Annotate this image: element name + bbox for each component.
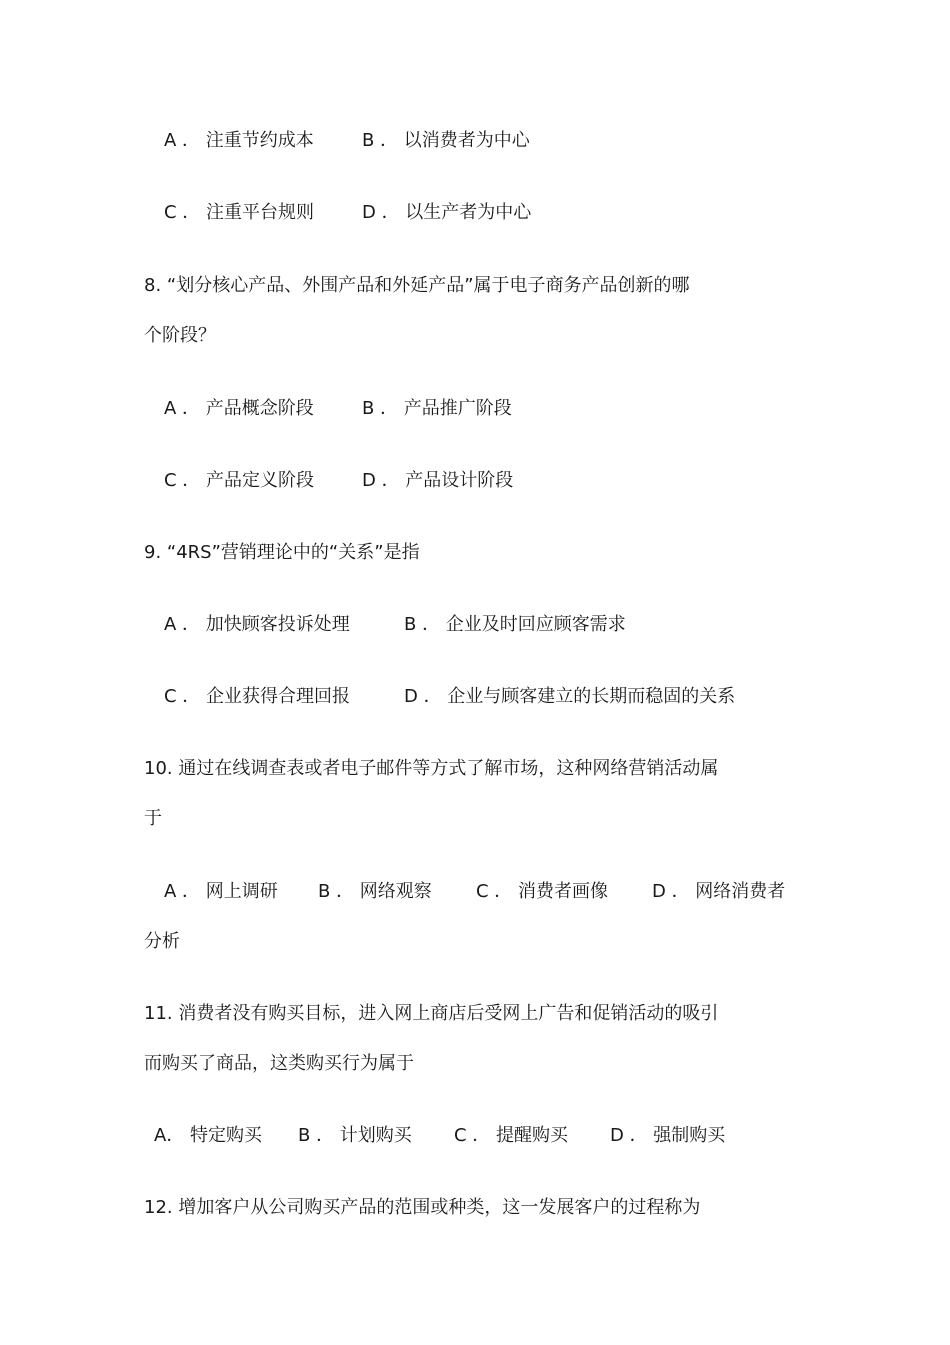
q9-question: 9. “4RS”营销理论中的“关系”是指: [144, 542, 420, 563]
q9-option-d: D ． 企业与顾客建立的长期而稳固的关系: [404, 686, 736, 707]
q8-option-c: C ． 产品定义阶段: [164, 470, 315, 491]
q11-option-d: D ． 强制购买: [610, 1125, 726, 1146]
q9-text-line: [0, 538, 950, 568]
q9-options-row-2: [0, 682, 950, 712]
q10-options-row: [0, 877, 950, 907]
q8-question: 8. “划分核心产品、外围产品和外延产品”属于电子商务产品创新的哪: [144, 275, 690, 296]
q8-options-row-1: [0, 394, 950, 424]
q11-question-cont: 而购买了商品，这类购买行为属于: [144, 1053, 414, 1074]
q10-option-a: A ． 网上调研: [164, 881, 278, 902]
q10-question-cont: 于: [144, 808, 162, 829]
q10-text-line-2: [0, 804, 950, 834]
q8-question-cont: 个阶段？: [144, 325, 216, 346]
q11-option-a: A． 特定购买: [154, 1125, 263, 1146]
q7-option-b: B ． 以消费者为中心: [362, 130, 530, 151]
q7-option-d: D ． 以生产者为中心: [362, 202, 532, 223]
q8-option-a: A ． 产品概念阶段: [164, 398, 314, 419]
q10-option-d-cont: 分析: [144, 931, 180, 952]
q12-question: 12. 增加客户从公司购买产品的范围或种类，这一发展客户的过程称为: [144, 1197, 701, 1218]
q10-question: 10. 通过在线调查表或者电子邮件等方式了解市场，这种网络营销活动属: [144, 758, 719, 779]
q7-options-row-2: [0, 198, 950, 228]
q7-option-a: A ． 注重节约成本: [164, 130, 314, 151]
q10-option-b: B ． 网络观察: [318, 881, 432, 902]
q10-options-row-cont: [0, 927, 950, 957]
q8-option-b: B ． 产品推广阶段: [362, 398, 512, 419]
q10-option-c: C ． 消费者画像: [476, 881, 609, 902]
q11-text-line-1: [0, 999, 950, 1029]
q9-options-row-1: [0, 610, 950, 640]
q9-option-a: A ． 加快顾客投诉处理: [164, 614, 350, 635]
q9-option-b: B ． 企业及时回应顾客需求: [404, 614, 626, 635]
q11-text-line-2: [0, 1049, 950, 1079]
q10-option-d: D ． 网络消费者: [652, 881, 786, 902]
q7-option-c: C ． 注重平台规则: [164, 202, 315, 223]
q8-options-row-2: [0, 466, 950, 496]
q8-text-line-2: [0, 321, 950, 351]
q9-option-c: C ． 企业获得合理回报: [164, 686, 351, 707]
q8-text-line-1: [0, 271, 950, 301]
q10-text-line-1: [0, 754, 950, 784]
q11-option-c: C ． 提醒购买: [454, 1125, 569, 1146]
q8-option-d: D ． 产品设计阶段: [362, 470, 514, 491]
q12-text-line-1: [0, 1193, 950, 1223]
q11-options-row: [0, 1121, 950, 1151]
q7-options-row-1: [0, 126, 950, 156]
q11-question: 11. 消费者没有购买目标，进入网上商店后受网上广告和促销活动的吸引: [144, 1003, 719, 1024]
q11-option-b: B ． 计划购买: [298, 1125, 412, 1146]
